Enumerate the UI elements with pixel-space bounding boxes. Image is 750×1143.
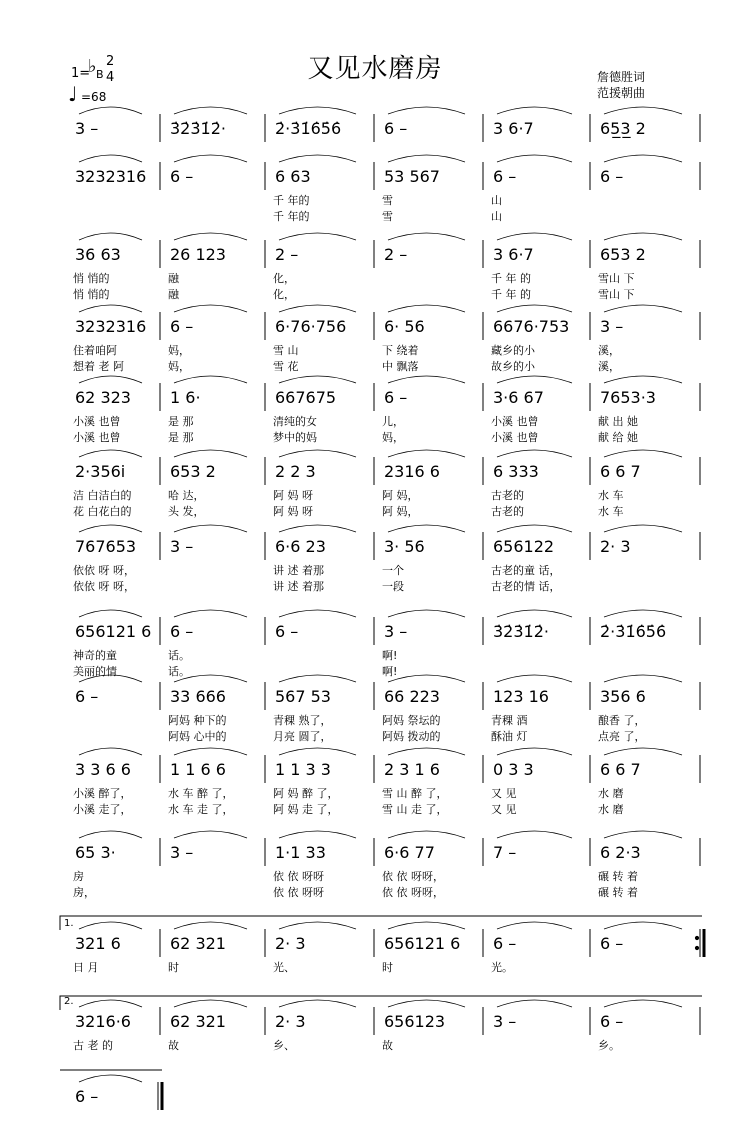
measure-notes: 26 123 (170, 245, 226, 264)
slur (79, 1075, 142, 1082)
slur (279, 675, 356, 682)
slur (388, 748, 465, 755)
lyric-text: 山 (491, 210, 502, 223)
lyric-text: 阿 妈 呀 (273, 505, 313, 518)
lyric-text: 雪 (382, 210, 393, 223)
slur (388, 155, 465, 162)
measure-notes: 123 16 (493, 687, 549, 706)
lyric-text: 阿妈 拨动的 (382, 730, 441, 743)
lyric-text: 头 发， (168, 505, 205, 518)
slur (497, 376, 572, 383)
lyric-text: 雪 山 走 了， (382, 803, 448, 816)
measure-notes: 3 – (493, 1012, 517, 1031)
slur (79, 748, 142, 755)
lyric-text: 又 见 (491, 803, 517, 816)
lyric-text: 水 车 (598, 489, 624, 502)
lyric-text: 啊! (382, 649, 398, 662)
lyric-text: 依 依 呀呀， (382, 886, 444, 899)
measure-notes: 36 63 (75, 245, 121, 264)
lyric-text: 阿 妈， (382, 489, 419, 502)
slur (388, 525, 465, 532)
lyric-text: 阿 妈， (382, 505, 419, 518)
measure-notes: 3·6 67 (493, 388, 544, 407)
measure-notes: 2· 3 (600, 537, 631, 556)
ending-1-label: 1. (64, 918, 74, 929)
measure-notes: 6· 56 (384, 317, 425, 336)
lyric-text: 妈， (382, 431, 404, 444)
slur (388, 376, 465, 383)
measure-notes: 2·356i (75, 462, 126, 481)
lyric-text: 溪， (598, 360, 620, 373)
lyric-text: 讲 述 着那 (273, 564, 324, 577)
slur (497, 233, 572, 240)
measure-notes: 3 – (170, 537, 194, 556)
lyric-text: 是 那 (168, 415, 194, 428)
slur (174, 748, 247, 755)
slur (279, 748, 356, 755)
slur (604, 155, 682, 162)
lyric-text: 是 那 (168, 431, 194, 444)
lyric-text: 话。 (168, 649, 190, 662)
measure-notes: 6 – (170, 317, 194, 336)
slur (174, 1000, 247, 1007)
tempo-note-icon: ♩ (68, 82, 78, 106)
measure-notes: 6 63 (275, 167, 311, 186)
slur (604, 831, 682, 838)
measure-notes: 6676·753 (493, 317, 570, 336)
lyric-text: 中 飘落 (382, 360, 419, 373)
lyric-text: 酥油 灯 (491, 730, 528, 743)
ending-2-label: 2. (64, 996, 74, 1007)
measure-notes: 656121 6 (75, 622, 152, 641)
slur (279, 1000, 356, 1007)
measure-notes: 6·6 23 (275, 537, 326, 556)
lyric-text: 雪 山 醉 了， (382, 787, 448, 800)
time-signature-top: 2 (106, 54, 115, 69)
measure-notes: 3 – (170, 843, 194, 862)
flat-sign: ♭ (88, 56, 97, 77)
slur (497, 525, 572, 532)
slur (279, 233, 356, 240)
measure-notes: 6 – (170, 167, 194, 186)
slur (497, 831, 572, 838)
lyric-text: 花 白花白的 (73, 505, 132, 518)
lyric-text: 时 (168, 961, 179, 974)
measure-notes: 667675 (275, 388, 337, 407)
slur (497, 610, 572, 617)
measure-notes: 656121 6 (384, 934, 461, 953)
slur (604, 525, 682, 532)
lyric-text: 点亮 了， (598, 730, 646, 743)
slur (388, 922, 465, 929)
slur (79, 107, 142, 114)
measure-notes: 6 6 7 (600, 760, 641, 779)
measure-notes: 653 2 (170, 462, 216, 481)
slur (79, 305, 142, 312)
ending-1-bracket (60, 916, 702, 930)
lyric-text: 一段 (382, 580, 404, 593)
slur (497, 748, 572, 755)
slur (497, 675, 572, 682)
lyric-text: 故 (382, 1039, 393, 1052)
lyric-text: 依依 呀 呀， (73, 564, 135, 577)
lyric-text: 房， (73, 886, 95, 899)
lyric-text: 美丽的情 (73, 665, 117, 678)
lyric-text: 雪 山 (273, 344, 299, 357)
measure-notes: 3 – (384, 622, 408, 641)
lyric-text: 古老的情 话， (491, 580, 561, 593)
lyric-text: 千 年 的 (491, 288, 531, 301)
lyric-text: 故乡的小 (491, 360, 535, 373)
lyric-text: 碾 转 着 (598, 886, 638, 899)
measure-notes: 62 321 (170, 1012, 226, 1031)
lyric-text: 洁 白洁白的 (73, 489, 132, 502)
measure-notes: 7 – (493, 843, 517, 862)
measure-notes: 6 – (493, 167, 517, 186)
measure-notes: 3232316 (75, 317, 147, 336)
lyric-text: 悄 悄的 (73, 288, 110, 301)
measure-notes: 3̇2̇3̇1̇2̇· (170, 119, 226, 138)
lyric-text: 碾 转 着 (598, 870, 638, 883)
lyric-text: 住着咱阿 (73, 344, 117, 357)
slur (388, 233, 465, 240)
lyric-text: 古老的 (491, 505, 524, 518)
measure-notes: 2 – (275, 245, 299, 264)
slur (174, 450, 247, 457)
slur (497, 922, 572, 929)
lyric-text: 故 (168, 1039, 179, 1052)
measure-notes: 6 – (75, 687, 99, 706)
lyric-text: 一个 (382, 564, 404, 577)
lyric-text: 山 (491, 194, 502, 207)
lyric-text: 雪 花 (273, 360, 299, 373)
lyric-text: 月亮 圆了， (273, 730, 332, 743)
measure-notes: 3 6·7 (493, 119, 534, 138)
measure-notes: 321 6 (75, 934, 121, 953)
lyric-text: 献 出 她 (598, 415, 638, 428)
measure-notes: 656122 (493, 537, 555, 556)
lyric-text: 阿妈 心中的 (168, 730, 227, 743)
measure-notes: 6·6 77 (384, 843, 435, 862)
slur (279, 610, 356, 617)
measure-notes: 66 223 (384, 687, 440, 706)
measure-notes: 6 2·3 (600, 843, 641, 862)
measure-notes: 3̇2̇3̇1̇2̇· (493, 622, 549, 641)
slur (174, 155, 247, 162)
lyric-text: 话。 (168, 665, 190, 678)
measure-notes: 3 – (600, 317, 624, 336)
lyric-text: 依 依 呀呀， (382, 870, 444, 883)
lyric-text: 妈， (168, 344, 190, 357)
slur (79, 233, 142, 240)
measure-notes: 62 323 (75, 388, 131, 407)
measure-notes: 0 3 3 (493, 760, 534, 779)
slur (279, 525, 356, 532)
measure-notes: 2 3 1 6 (384, 760, 440, 779)
measure-notes: 65 3· (75, 843, 116, 862)
slur (497, 305, 572, 312)
measure-notes: 567 53 (275, 687, 331, 706)
lyric-text: 雪山 下 (598, 288, 635, 301)
lyric-text: 化， (273, 272, 295, 285)
slur (174, 610, 247, 617)
lyric-text: 哈 达， (168, 489, 205, 502)
measure-notes: 3 6·7 (493, 245, 534, 264)
measure-notes: 653 2 (600, 245, 646, 264)
lyric-text: 水 磨 (598, 803, 624, 816)
measure-notes: 2· 3 (275, 934, 306, 953)
slur (79, 155, 142, 162)
lyric-text: 房 (73, 870, 84, 883)
lyric-text: 古 老 的 (73, 1039, 113, 1052)
lyric-text: 千 年的 (273, 210, 310, 223)
lyric-text: 千 年的 (273, 194, 310, 207)
measure-notes: 2316 6 (384, 462, 440, 481)
lyric-text: 古老的 (491, 489, 524, 502)
slur (79, 450, 142, 457)
slur (388, 831, 465, 838)
lyric-text: 儿， (382, 415, 404, 428)
lyric-text: 化， (273, 288, 295, 301)
lyric-text: 阿妈 种下的 (168, 714, 227, 727)
measure-notes: 767653 (75, 537, 137, 556)
lyric-text: 妈， (168, 360, 190, 373)
lyric-text: 阿 妈 醉 了， (273, 787, 339, 800)
slur (79, 922, 142, 929)
lyric-text: 小溪 醉了， (73, 787, 132, 800)
measure-notes: 6 – (275, 622, 299, 641)
slur (604, 305, 682, 312)
key-prefix: 1= (71, 66, 91, 81)
measure-notes: 656123 (384, 1012, 446, 1031)
measure-notes: 3 – (75, 119, 99, 138)
lyric-text: 光、 (273, 961, 295, 974)
slur (604, 922, 682, 929)
ending-2-bracket (60, 996, 702, 1010)
time-signature-bottom: 4 (106, 70, 115, 85)
measure-notes: 6·76·756 (275, 317, 347, 336)
slur (279, 450, 356, 457)
slur (497, 107, 572, 114)
lyric-text: 青稞 熟了， (273, 714, 332, 727)
measure-notes: 2̇·3̇1̇6̇5̇6̇ (600, 622, 667, 641)
lyric-text: 千 年 的 (491, 272, 531, 285)
measure-notes: 65̲3̲ 2 (600, 119, 646, 138)
slur (79, 1000, 142, 1007)
slur (279, 376, 356, 383)
measure-notes: 2 2 3 (275, 462, 316, 481)
lyric-text: 依依 呀 呀， (73, 580, 135, 593)
measure-notes: 6 – (384, 119, 408, 138)
measure-notes: 1 1 3 3 (275, 760, 331, 779)
key-note: B (96, 68, 104, 81)
measure-notes: 33 666 (170, 687, 226, 706)
slur (79, 376, 142, 383)
lyric-text: 融 (168, 288, 179, 301)
lyric-text: 献 给 她 (598, 431, 638, 444)
tempo-mark: =68 (81, 90, 107, 104)
slur (79, 610, 142, 617)
slur (279, 305, 356, 312)
lyric-text: 时 (382, 961, 393, 974)
slur (604, 675, 682, 682)
lyric-text: 青稞 酒 (491, 714, 528, 727)
lyric-text: 水 车 (598, 505, 624, 518)
lyric-text: 悄 悄的 (73, 272, 110, 285)
slur (174, 376, 247, 383)
measure-notes: 6 – (384, 388, 408, 407)
slur (604, 233, 682, 240)
slur (174, 305, 247, 312)
lyric-text: 阿 妈 呀 (273, 489, 313, 502)
measure-notes: 1·1 33 (275, 843, 326, 862)
slur (604, 748, 682, 755)
repeat-dot (695, 936, 698, 939)
slur (174, 525, 247, 532)
measure-notes: 6 333 (493, 462, 539, 481)
lyric-text: 小溪 也曾 (491, 415, 539, 428)
slur (604, 610, 682, 617)
measure-notes: 6 – (170, 622, 194, 641)
lyric-text: 阿妈 祭坛的 (382, 714, 441, 727)
measure-notes: 6 – (493, 934, 517, 953)
measure-notes: 6 – (600, 167, 624, 186)
lyric-text: 光。 (491, 961, 513, 974)
lyric-text: 小溪 也曾 (73, 415, 121, 428)
measure-notes: 53 567 (384, 167, 440, 186)
slur (279, 155, 356, 162)
slur (279, 831, 356, 838)
measure-notes: 2· 3 (275, 1012, 306, 1031)
measure-notes: 3· 56 (384, 537, 425, 556)
lyric-text: 依 依 呀呀 (273, 886, 324, 899)
lyric-text: 融 (168, 272, 179, 285)
song-title: 又见水磨房 (307, 54, 443, 84)
repeat-dot (695, 946, 698, 949)
lyric-text: 酿香 了， (598, 714, 646, 727)
slur (79, 525, 142, 532)
measure-notes: 2̇·3̇1̇6̇5̇6̇ (275, 119, 342, 138)
lyric-text: 清纯的女 (273, 415, 317, 428)
measure-notes: 6 – (75, 1087, 99, 1106)
slur (279, 922, 356, 929)
slur (604, 107, 682, 114)
lyric-text: 神奇的童 (73, 649, 117, 662)
slur (174, 922, 247, 929)
slur (604, 376, 682, 383)
lyric-text: 乡。 (598, 1039, 620, 1052)
lyric-text: 小溪 也曾 (491, 431, 539, 444)
slur (604, 450, 682, 457)
slur (497, 1000, 572, 1007)
lyric-text: 雪 (382, 194, 393, 207)
measure-notes: 1 6· (170, 388, 201, 407)
slur (388, 675, 465, 682)
lyric-text: 阿 妈 走 了， (273, 803, 339, 816)
composer-credit: 范援朝曲 (597, 86, 646, 100)
slur (279, 107, 356, 114)
measure-notes: 1 1 6 6 (170, 760, 226, 779)
slur (388, 1000, 465, 1007)
lyric-text: 啊! (382, 665, 398, 678)
measure-notes: 356 6 (600, 687, 646, 706)
measure-notes: 7653·3 (600, 388, 656, 407)
lyric-text: 溪， (598, 344, 620, 357)
lyric-text: 水 车 走 了， (168, 803, 234, 816)
slur (388, 305, 465, 312)
slur (604, 1000, 682, 1007)
measure-notes: 62 321 (170, 934, 226, 953)
lyric-text: 想着 老 阿 (73, 360, 124, 373)
lyric-text: 乡、 (273, 1039, 295, 1052)
lyric-text: 古老的童 话， (491, 564, 561, 577)
lyric-text: 水 车 醉 了， (168, 787, 234, 800)
slur (174, 107, 247, 114)
measure-notes: 2 – (384, 245, 408, 264)
lyric-text: 小溪 也曾 (73, 431, 121, 444)
lyric-text: 雪山 下 (598, 272, 635, 285)
lyric-text: 藏乡的小 (491, 344, 535, 357)
measure-notes: 6 – (600, 1012, 624, 1031)
measure-notes: 6 6 7 (600, 462, 641, 481)
slur (174, 831, 247, 838)
lyric-text: 小溪 走了， (73, 803, 132, 816)
measure-notes: 3232316 (75, 167, 147, 186)
slur (497, 450, 572, 457)
lyricist-credit: 詹德胜词 (597, 70, 646, 84)
lyric-text: 水 磨 (598, 787, 624, 800)
slur (388, 107, 465, 114)
slur (388, 450, 465, 457)
lyric-text: 讲 述 着那 (273, 580, 324, 593)
measure-notes: 3216·6 (75, 1012, 131, 1031)
measure-notes: 3 3 6 6 (75, 760, 131, 779)
lyric-text: 依 依 呀呀 (273, 870, 324, 883)
measure-notes: 6 – (600, 934, 624, 953)
lyric-text: 梦中的妈 (273, 431, 317, 444)
lyric-text: 日 月 (73, 961, 99, 974)
slur (174, 233, 247, 240)
lyric-text: 下 绕着 (382, 344, 419, 357)
slur (497, 155, 572, 162)
lyric-text: 又 见 (491, 787, 517, 800)
slur (388, 610, 465, 617)
slur (79, 831, 142, 838)
